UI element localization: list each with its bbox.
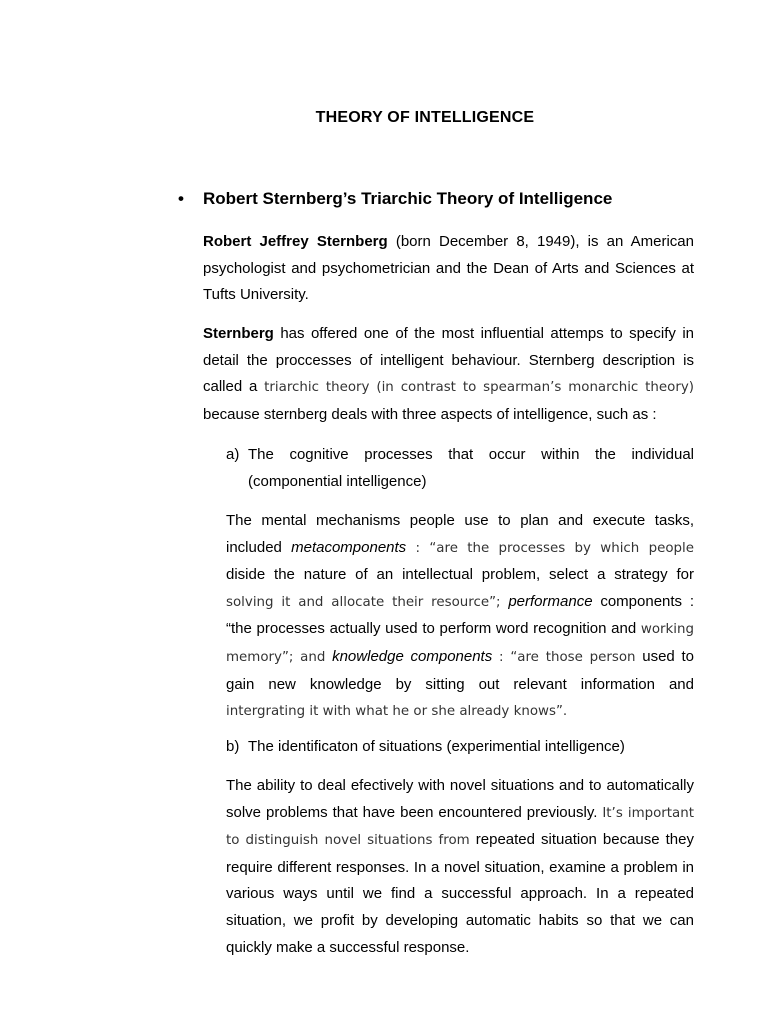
- paragraph-triarchic-intro: [203, 321, 694, 428]
- intro-name: Sternberg: [203, 325, 274, 342]
- componential-text-5: solving it and allocate their resource”;: [226, 594, 501, 610]
- componential-text-12: : “are those person: [492, 649, 636, 665]
- term-metacomponents: metacomponents: [291, 538, 407, 556]
- list-text-a: The cognitive processes that occur within the individual (componential intelligence): [248, 446, 694, 490]
- list-marker-b: b): [226, 738, 240, 755]
- section-heading: Robert Sternberg’s Triarchic Theory of Intelligence: [203, 189, 613, 208]
- paragraph-componential: [226, 508, 694, 726]
- list-item-a: [226, 442, 694, 495]
- componential-text-8: components : “the processes actually used to perform word recognition and: [226, 592, 695, 638]
- componential-text-13: used to gain new knowledge by sitting out relevant information and: [226, 647, 694, 693]
- experiential-text-2: It’s important to distinguish novel situations from: [226, 805, 694, 849]
- experiential-text-1: The ability to deal efectively with novel situations and to automatically solve problems that have been encountered previously.: [226, 777, 694, 821]
- componential-text-3: : “are the processes by which people: [406, 540, 694, 556]
- intro-text-b: because sternberg deals with three aspects of intelligence, such as :: [203, 405, 657, 423]
- componential-text-4: diside the nature of an intellectual problem, select a strategy for: [226, 566, 694, 584]
- list-text-b: The identificaton of situations (experimential intelligence): [248, 738, 625, 755]
- list-item-b: [226, 734, 694, 761]
- paragraph-sternberg-bio: [203, 229, 694, 309]
- componential-text-9: working memory”; and: [226, 622, 694, 665]
- bullet-icon: •: [178, 189, 184, 208]
- bio-text: (born December 8, 1949), is an American psychologist and psychometrician and the Dean of Arts and Sciences at Tufts University.: [203, 233, 694, 304]
- intro-text-a: has offered one of the most influential attemps to specify in detail the proccesses of intelligent behaviour. Sternberg description is called a: [203, 325, 694, 396]
- paragraph-experiential: [226, 773, 694, 961]
- componential-text-14: intergrating it with what he or she already knows”.: [226, 704, 568, 720]
- list-marker-a: a): [226, 446, 240, 463]
- term-performance: performance: [508, 592, 593, 610]
- bio-name: Robert Jeffrey Sternberg: [203, 233, 388, 250]
- term-knowledge-components: knowledge components: [332, 647, 493, 665]
- componential-text-1: The mental mechanisms people use to plan and execute tasks, included: [226, 512, 694, 556]
- intro-text-lite: triarchic theory (in contrast to spearman’s monarchic theory): [264, 380, 694, 396]
- page-title: THEORY OF INTELLIGENCE: [315, 109, 535, 126]
- experiential-text-3: repeated situation because they require different responses. In a novel situation, examine a problem in various ways until we find a successful approach. In a repeated situation, we profit by developing automatic habits so that we can quickly make a successful response.: [226, 831, 694, 956]
